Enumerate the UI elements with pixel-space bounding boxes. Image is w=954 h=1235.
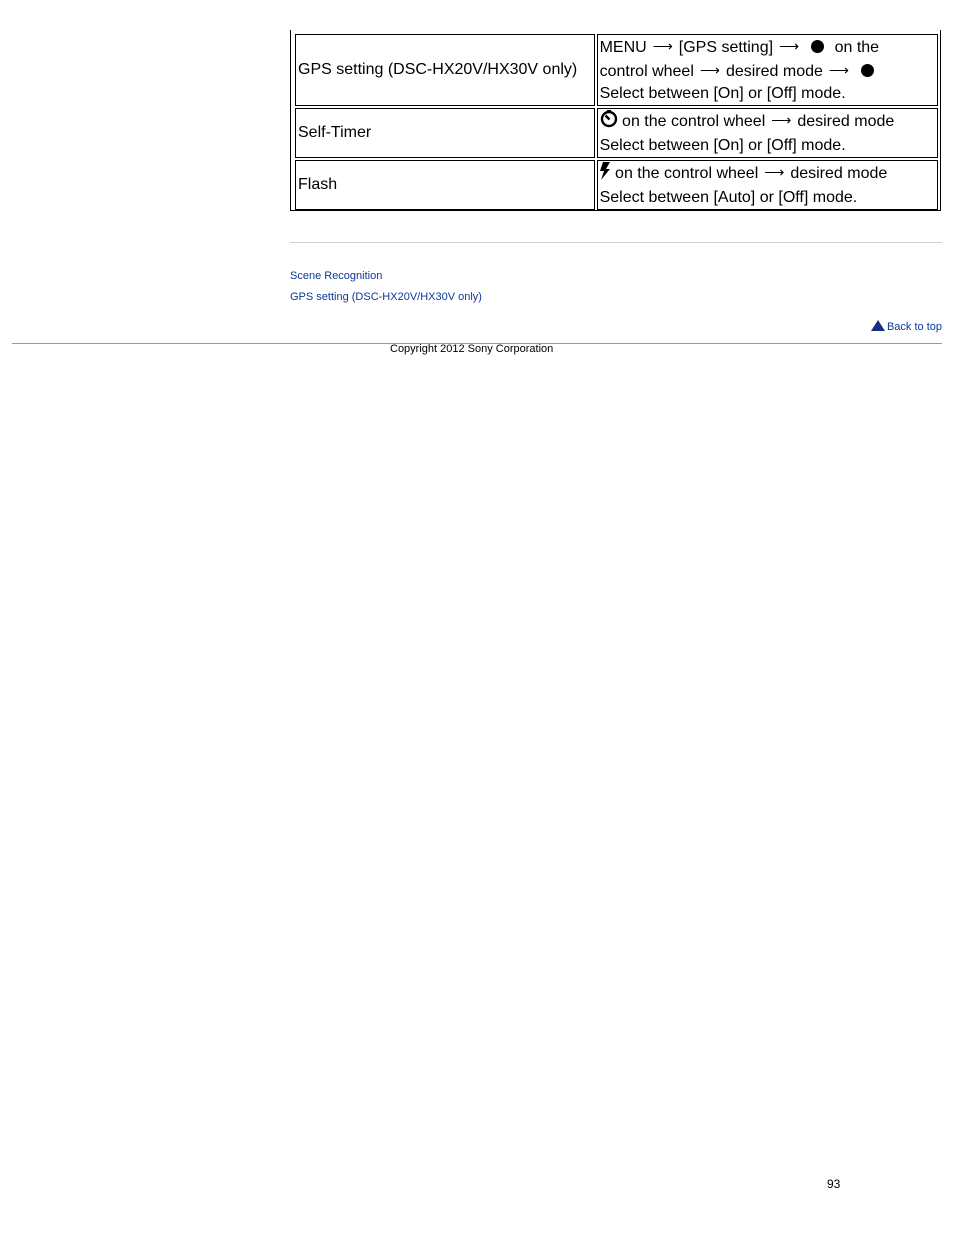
copyright-text: Copyright 2012 Sony Corporation [390, 343, 554, 355]
link-gps-setting[interactable]: GPS setting (DSC-HX20V/HX30V only) [290, 291, 482, 303]
setting-description-flash: on the control wheel ⟶ desired mode Select between [Auto] or [Off] mode. [597, 160, 938, 210]
section-divider [290, 242, 942, 243]
setting-name-self-timer: Self-Timer [295, 108, 595, 158]
table-row [295, 160, 938, 210]
self-timer-icon [600, 110, 618, 135]
right-arrow-icon: ⟶ [771, 112, 792, 128]
flash-icon [600, 162, 611, 187]
related-links [290, 266, 482, 308]
settings-table-frame [290, 30, 941, 211]
up-triangle-icon [871, 320, 885, 331]
right-arrow-icon: ⟶ [779, 38, 800, 54]
control-wheel-button-icon [811, 40, 824, 53]
right-arrow-icon: ⟶ [699, 62, 720, 78]
setting-name-gps: GPS setting (DSC-HX20V/HX30V only) [295, 34, 595, 106]
right-arrow-icon: ⟶ [764, 164, 785, 180]
page-number: 93 [827, 1177, 841, 1191]
table-row [295, 34, 938, 106]
settings-table [293, 32, 940, 212]
table-row [295, 108, 938, 158]
back-to-top-link[interactable]: Back to top [886, 321, 942, 333]
setting-description-gps: MENU ⟶ [GPS setting] ⟶ on the control wheel ⟶ desired mode ⟶ Select between [On] or [Off] mode. [597, 34, 938, 106]
right-arrow-icon: ⟶ [652, 38, 673, 54]
right-arrow-icon: ⟶ [828, 62, 849, 78]
control-wheel-button-icon [861, 64, 874, 77]
back-to-top[interactable] [871, 320, 942, 333]
setting-description-self-timer: on the control wheel ⟶ desired mode Select between [On] or [Off] mode. [597, 108, 938, 158]
setting-name-flash: Flash [295, 160, 595, 210]
link-scene-recognition[interactable]: Scene Recognition [290, 270, 383, 282]
